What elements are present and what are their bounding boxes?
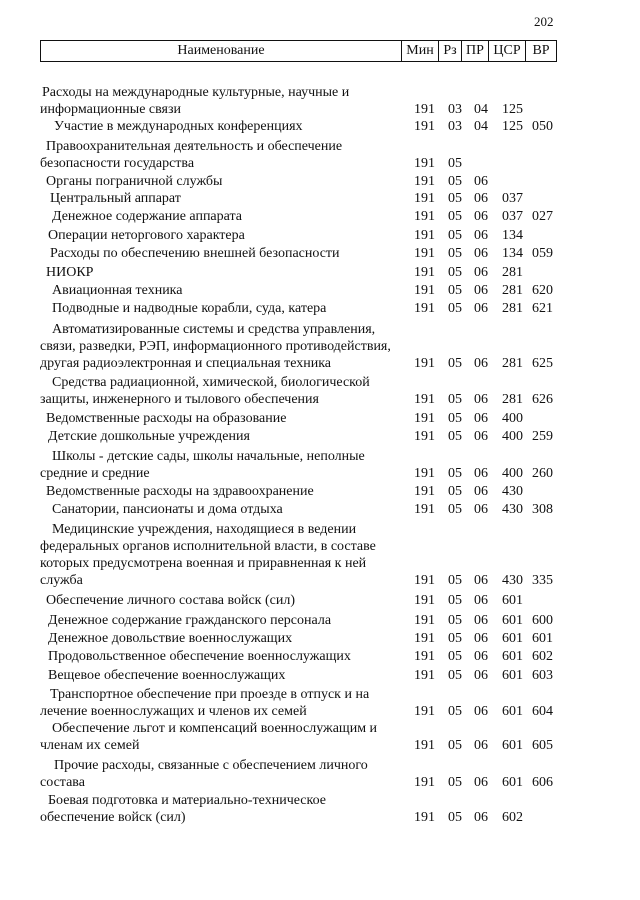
- row-name: Центральный аппарат: [50, 191, 181, 206]
- table-row: [0, 612, 640, 629]
- code-csr: 601: [502, 738, 523, 753]
- code-csr: 134: [502, 228, 523, 243]
- code-pr: 06: [474, 573, 488, 588]
- code-min: 191: [414, 429, 435, 444]
- code-rz: 05: [448, 283, 462, 298]
- table-row: [0, 321, 640, 372]
- code-vr: 603: [532, 668, 553, 683]
- code-rz: 05: [448, 429, 462, 444]
- table-row: [0, 792, 640, 826]
- code-min: 191: [414, 484, 435, 499]
- code-min: 191: [414, 301, 435, 316]
- code-min: 191: [414, 411, 435, 426]
- code-min: 191: [414, 283, 435, 298]
- code-min: 191: [414, 502, 435, 517]
- table-row: [0, 483, 640, 500]
- row-name: Прочие расходы, связанные с обеспечением личного состава: [40, 758, 368, 790]
- code-csr: 601: [502, 613, 523, 628]
- code-min: 191: [414, 356, 435, 371]
- code-pr: 06: [474, 209, 488, 224]
- row-name: НИОКР: [46, 265, 94, 280]
- code-pr: 06: [474, 738, 488, 753]
- column-header-vr: ВР: [526, 41, 557, 62]
- row-name: Ведомственные расходы на здравоохранение: [46, 484, 314, 499]
- code-csr: 037: [502, 191, 523, 206]
- code-min: 191: [414, 392, 435, 407]
- code-vr: 620: [532, 283, 553, 298]
- table-row: [0, 245, 640, 262]
- code-csr: 281: [502, 265, 523, 280]
- column-header-name: Наименование: [41, 41, 402, 62]
- code-rz: 05: [448, 356, 462, 371]
- row-name: Медицинские учреждения, находящиеся в ведении федеральных органов исполнительной власти, в составе которых предусмотрена военная и приравненная к ней служба: [40, 522, 376, 588]
- code-rz: 05: [448, 411, 462, 426]
- code-pr: 06: [474, 775, 488, 790]
- code-rz: 05: [448, 775, 462, 790]
- row-name: Детские дошкольные учреждения: [48, 429, 250, 444]
- code-min: 191: [414, 174, 435, 189]
- code-rz: 05: [448, 704, 462, 719]
- code-min: 191: [414, 810, 435, 825]
- code-csr: 601: [502, 593, 523, 608]
- code-rz: 05: [448, 631, 462, 646]
- code-min: 191: [414, 228, 435, 243]
- code-csr: 601: [502, 649, 523, 664]
- code-rz: 05: [448, 191, 462, 206]
- code-min: 191: [414, 119, 435, 134]
- code-pr: 06: [474, 704, 488, 719]
- code-pr: 06: [474, 613, 488, 628]
- row-name: Санатории, пансионаты и дома отдыха: [52, 502, 283, 517]
- code-csr: 400: [502, 411, 523, 426]
- code-vr: 259: [532, 429, 553, 444]
- code-rz: 05: [448, 209, 462, 224]
- code-csr: 602: [502, 810, 523, 825]
- row-name: Расходы на международные культурные, научные и информационные связи: [40, 85, 350, 117]
- row-name: Подводные и надводные корабли, суда, катера: [52, 301, 327, 316]
- table-row: [0, 374, 640, 408]
- row-name: Ведомственные расходы на образование: [46, 411, 287, 426]
- code-min: 191: [414, 593, 435, 608]
- table-header: [40, 40, 557, 62]
- code-pr: 06: [474, 265, 488, 280]
- page-number: 202: [534, 14, 554, 29]
- table-row: [0, 428, 640, 445]
- code-min: 191: [414, 704, 435, 719]
- code-min: 191: [414, 573, 435, 588]
- code-pr: 06: [474, 283, 488, 298]
- code-pr: 06: [474, 429, 488, 444]
- code-vr: 602: [532, 649, 553, 664]
- code-rz: 05: [448, 265, 462, 280]
- code-pr: 06: [474, 649, 488, 664]
- code-rz: 05: [448, 668, 462, 683]
- code-pr: 06: [474, 502, 488, 517]
- row-name: Органы пограничной службы: [46, 174, 223, 189]
- code-csr: 281: [502, 301, 523, 316]
- code-vr: 335: [532, 573, 553, 588]
- row-name: Правоохранительная деятельность и обеспечение безопасности государства: [40, 139, 343, 171]
- row-name: Денежное довольствие военнослужащих: [48, 631, 293, 646]
- code-rz: 05: [448, 228, 462, 243]
- code-rz: 05: [448, 573, 462, 588]
- row-name: Автоматизированные системы и средства управления, связи, разведки, РЭП, информационного противодействия, другая радиоэлектронная и специальная техника: [40, 322, 391, 371]
- code-min: 191: [414, 102, 435, 117]
- code-csr: 281: [502, 356, 523, 371]
- code-min: 191: [414, 631, 435, 646]
- code-min: 191: [414, 738, 435, 753]
- table-row: [0, 84, 640, 118]
- code-min: 191: [414, 668, 435, 683]
- code-vr: 621: [532, 301, 553, 316]
- code-pr: 06: [474, 631, 488, 646]
- code-rz: 05: [448, 392, 462, 407]
- table-row: [0, 264, 640, 281]
- table-row: [0, 686, 640, 720]
- code-pr: 06: [474, 356, 488, 371]
- column-header-pr: ПР: [462, 41, 489, 62]
- row-name: Обеспечение личного состава войск (сил): [46, 593, 295, 608]
- code-csr: 281: [502, 283, 523, 298]
- row-name: Средства радиационной, химической, биологической защиты, инженерного и тылового обеспечения: [40, 375, 370, 407]
- table-row: [0, 300, 640, 317]
- code-csr: 134: [502, 246, 523, 261]
- code-pr: 06: [474, 174, 488, 189]
- code-min: 191: [414, 156, 435, 171]
- column-header-csr: ЦСР: [489, 41, 526, 62]
- table-row: [0, 227, 640, 244]
- code-rz: 05: [448, 246, 462, 261]
- row-name: Транспортное обеспечение при проезде в отпуск и на лечение военнослужащих и членов их семей: [40, 687, 370, 719]
- code-csr: 400: [502, 466, 523, 481]
- code-rz: 05: [448, 502, 462, 517]
- code-csr: 601: [502, 668, 523, 683]
- code-csr: 430: [502, 573, 523, 588]
- table-row: [0, 282, 640, 299]
- code-csr: 125: [502, 119, 523, 134]
- code-csr: 430: [502, 502, 523, 517]
- row-name: Денежное содержание гражданского персонала: [48, 613, 332, 628]
- row-name: Обеспечение льгот и компенсаций военнослужащим и членам их семей: [40, 721, 378, 753]
- code-pr: 06: [474, 668, 488, 683]
- code-rz: 05: [448, 810, 462, 825]
- table-row: [0, 648, 640, 665]
- code-min: 191: [414, 613, 435, 628]
- row-name: Продовольственное обеспечение военнослужащих: [48, 649, 351, 664]
- code-min: 191: [414, 775, 435, 790]
- table-row: [0, 592, 640, 609]
- table-row: [0, 630, 640, 647]
- code-pr: 06: [474, 593, 488, 608]
- code-csr: 601: [502, 704, 523, 719]
- code-csr: 601: [502, 775, 523, 790]
- row-name: Участие в международных конференциях: [54, 119, 303, 134]
- code-pr: 06: [474, 191, 488, 206]
- code-csr: 281: [502, 392, 523, 407]
- table-row: [0, 410, 640, 427]
- table-row: [0, 501, 640, 518]
- table-row: [0, 208, 640, 225]
- code-min: 191: [414, 265, 435, 280]
- code-vr: 605: [532, 738, 553, 753]
- row-name: Боевая подготовка и материально-техническое обеспечение войск (сил): [40, 793, 326, 825]
- code-vr: 050: [532, 119, 553, 134]
- code-vr: 600: [532, 613, 553, 628]
- code-rz: 05: [448, 484, 462, 499]
- row-name: Денежное содержание аппарата: [52, 209, 243, 224]
- table-row: [0, 190, 640, 207]
- code-vr: 604: [532, 704, 553, 719]
- code-vr: 625: [532, 356, 553, 371]
- row-name: Школы - детские сады, школы начальные, неполные средние и средние: [40, 449, 365, 481]
- table-row: [0, 448, 640, 482]
- code-rz: 05: [448, 466, 462, 481]
- code-rz: 05: [448, 649, 462, 664]
- code-pr: 06: [474, 392, 488, 407]
- table-row: [0, 173, 640, 190]
- code-min: 191: [414, 649, 435, 664]
- code-min: 191: [414, 209, 435, 224]
- row-name: Вещевое обеспечение военнослужащих: [48, 668, 286, 683]
- code-pr: 06: [474, 228, 488, 243]
- code-rz: 05: [448, 301, 462, 316]
- column-header-rz: Рз: [439, 41, 462, 62]
- code-rz: 03: [448, 102, 462, 117]
- table-row: [0, 138, 640, 172]
- code-csr: 601: [502, 631, 523, 646]
- code-rz: 05: [448, 174, 462, 189]
- column-header-min: Мин: [402, 41, 439, 62]
- code-pr: 06: [474, 484, 488, 499]
- code-min: 191: [414, 191, 435, 206]
- code-pr: 06: [474, 411, 488, 426]
- code-rz: 05: [448, 613, 462, 628]
- table-row: [0, 667, 640, 684]
- table-row: [0, 757, 640, 791]
- table-row: [0, 118, 640, 135]
- code-rz: 05: [448, 738, 462, 753]
- code-rz: 03: [448, 119, 462, 134]
- code-min: 191: [414, 246, 435, 261]
- code-rz: 05: [448, 156, 462, 171]
- table-row: [0, 720, 640, 754]
- table-row: [0, 521, 640, 589]
- code-csr: 125: [502, 102, 523, 117]
- code-vr: 059: [532, 246, 553, 261]
- code-vr: 308: [532, 502, 553, 517]
- code-pr: 06: [474, 810, 488, 825]
- code-vr: 027: [532, 209, 553, 224]
- code-pr: 06: [474, 301, 488, 316]
- code-pr: 04: [474, 119, 488, 134]
- code-csr: 400: [502, 429, 523, 444]
- code-vr: 606: [532, 775, 553, 790]
- code-pr: 04: [474, 102, 488, 117]
- code-rz: 05: [448, 593, 462, 608]
- code-vr: 601: [532, 631, 553, 646]
- code-csr: 037: [502, 209, 523, 224]
- row-name: Операции неторгового характера: [48, 228, 245, 243]
- row-name: Авиационная техника: [52, 283, 183, 298]
- code-vr: 260: [532, 466, 553, 481]
- row-name: Расходы по обеспечению внешней безопасности: [50, 246, 340, 261]
- code-csr: 430: [502, 484, 523, 499]
- code-min: 191: [414, 466, 435, 481]
- code-pr: 06: [474, 466, 488, 481]
- code-pr: 06: [474, 246, 488, 261]
- code-vr: 626: [532, 392, 553, 407]
